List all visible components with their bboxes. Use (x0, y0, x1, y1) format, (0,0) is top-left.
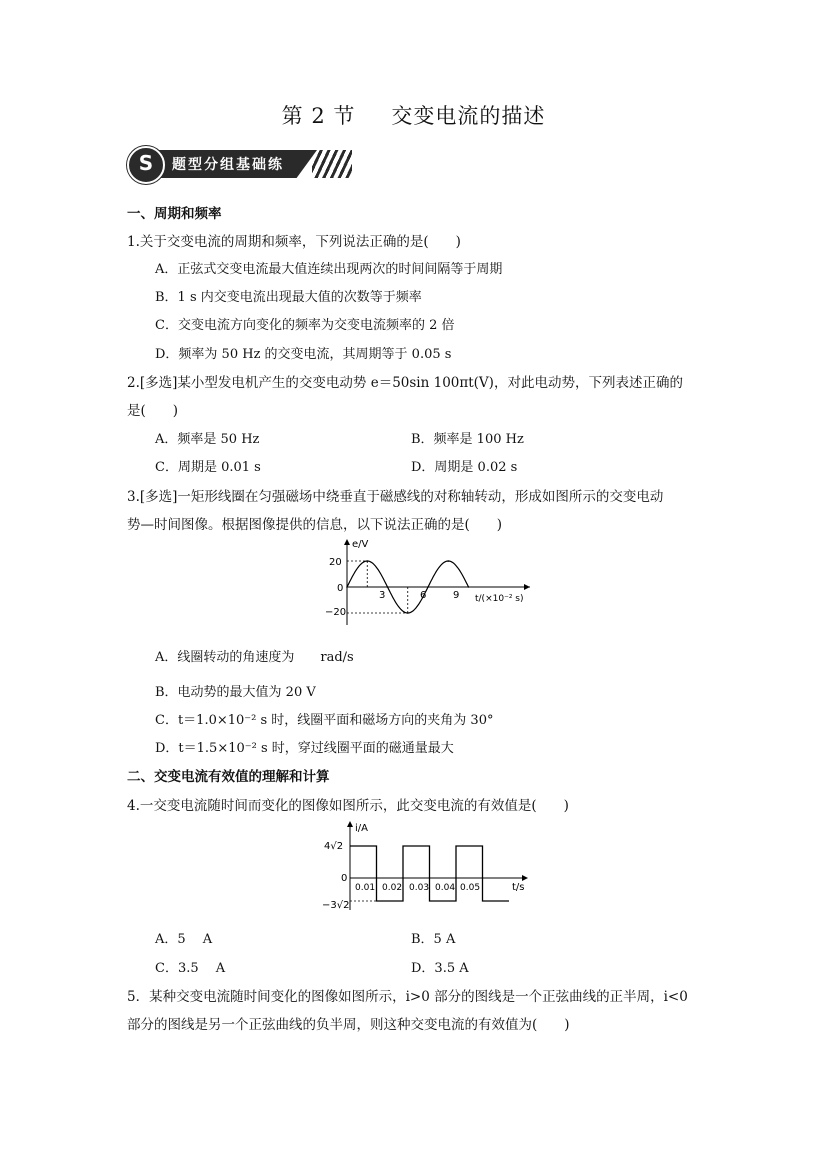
question-5-stem-cont: 部分的图线是另一个正弦曲线的负半周，则这种交变电流的有效值为( ) (127, 1017, 570, 1033)
x-tick: 0.03 (409, 883, 430, 893)
question-5-stem: 5．某种交变电流随时间变化的图像如图所示，i>0 部分的图线是一个正弦曲线的正半周，i<0 (127, 989, 688, 1005)
x-axis-arrow (524, 584, 530, 590)
y-tick-max: 4√2 (324, 841, 344, 852)
question-1-option-a: A．正弦式交变电流最大值连续出现两次的时间间隔等于周期 (155, 262, 503, 277)
data-point (447, 560, 449, 562)
x-tick: 0.02 (382, 883, 403, 893)
question-2-option-c: C．周期是 0.01 s (155, 460, 261, 475)
question-1-option-c: C．交变电流方向变化的频率为交变电流频率的 2 倍 (155, 318, 455, 333)
y-tick-zero: 0 (337, 583, 344, 594)
y-tick-max: 20 (329, 557, 342, 568)
x-tick: 0.04 (435, 883, 456, 893)
x-axis-label: t/s (512, 882, 525, 893)
section-number: 第 2 节 (281, 104, 356, 128)
question-1-option-b: B．1 s 内交变电流出现最大值的次数等于频率 (155, 290, 422, 305)
x-tick-9: 9 (453, 590, 460, 601)
y-axis-label: i/A (355, 823, 368, 834)
question-4-option-a: A．5 A (155, 932, 213, 947)
banner-label: 题型分组基础练 (172, 157, 284, 173)
x-axis-label: t/(×10⁻² s) (475, 594, 524, 604)
question-2-stem-cont: 是( ) (127, 403, 179, 419)
y-axis-arrow (347, 821, 353, 827)
x-tick: 0.01 (355, 883, 376, 893)
y-axis-label: e/V (352, 539, 369, 550)
question-2-option-b: B．频率是 100 Hz (411, 432, 524, 447)
question-3-stem: 3.[多选]一矩形线圈在匀强磁场中绕垂直于磁感线的对称轴转动，形成如图所示的交变电动 (127, 489, 664, 505)
y-tick-min: −20 (325, 607, 347, 618)
x-axis-arrow (522, 875, 528, 881)
data-point (387, 586, 389, 588)
question-4-stem: 4.一交变电流随时间而变化的图像如图所示，此交变电流的有效值是( ) (127, 798, 569, 814)
x-tick-6: 6 (420, 590, 427, 601)
banner-stripes (312, 150, 352, 178)
practice-banner (127, 146, 347, 182)
page-title (0, 100, 827, 130)
x-tick: 0.05 (460, 883, 481, 893)
data-point (366, 560, 368, 562)
question-4-option-b: B．5 A (411, 932, 456, 947)
data-point (346, 586, 348, 588)
x-tick-3: 3 (379, 590, 386, 601)
data-point (427, 586, 429, 588)
data-point (468, 586, 470, 588)
section-topic: 交变电流的描述 (391, 104, 546, 128)
current-time-graph (322, 818, 532, 913)
question-3-option-c: C．t＝1.0×10⁻² s 时，线圈平面和磁场方向的夹角为 30° (155, 713, 494, 728)
y-tick-zero: 0 (341, 873, 348, 884)
y-tick-min: −3√2 (322, 900, 350, 911)
question-1-stem: 1.关于交变电流的周期和频率，下列说法正确的是( ) (127, 234, 461, 250)
emf-time-graph (325, 535, 535, 630)
data-point (407, 612, 409, 614)
question-3-option-a: A．线圈转动的角速度为 rad/s (155, 650, 354, 665)
section-heading: 二、交变电流有效值的理解和计算 (127, 769, 330, 785)
question-3-option-d: D．t＝1.5×10⁻² s 时，穿过线圈平面的磁通量最大 (155, 741, 454, 756)
question-4-option-c: C．3.5 A (155, 961, 226, 976)
question-2-stem: 2.[多选]某小型发电机产生的交变电动势 e＝50sin 100πt(V)，对此电动势，下列表述正确的 (127, 375, 683, 391)
question-1-option-d: D．频率为 50 Hz 的交变电流，其周期等于 0.05 s (155, 347, 452, 362)
question-2-option-a: A．频率是 50 Hz (155, 432, 260, 447)
question-4-option-d: D．3.5 A (411, 961, 469, 976)
y-axis-arrow (344, 539, 350, 545)
question-2-option-d: D．周期是 0.02 s (411, 460, 518, 475)
question-3-stem-cont: 势—时间图像。根据图像提供的信息，以下说法正确的是( ) (127, 517, 503, 533)
banner-logo-icon: S (127, 146, 165, 184)
question-3-option-b: B．电动势的最大值为 20 V (155, 685, 316, 700)
section-heading: 一、周期和频率 (127, 206, 222, 222)
